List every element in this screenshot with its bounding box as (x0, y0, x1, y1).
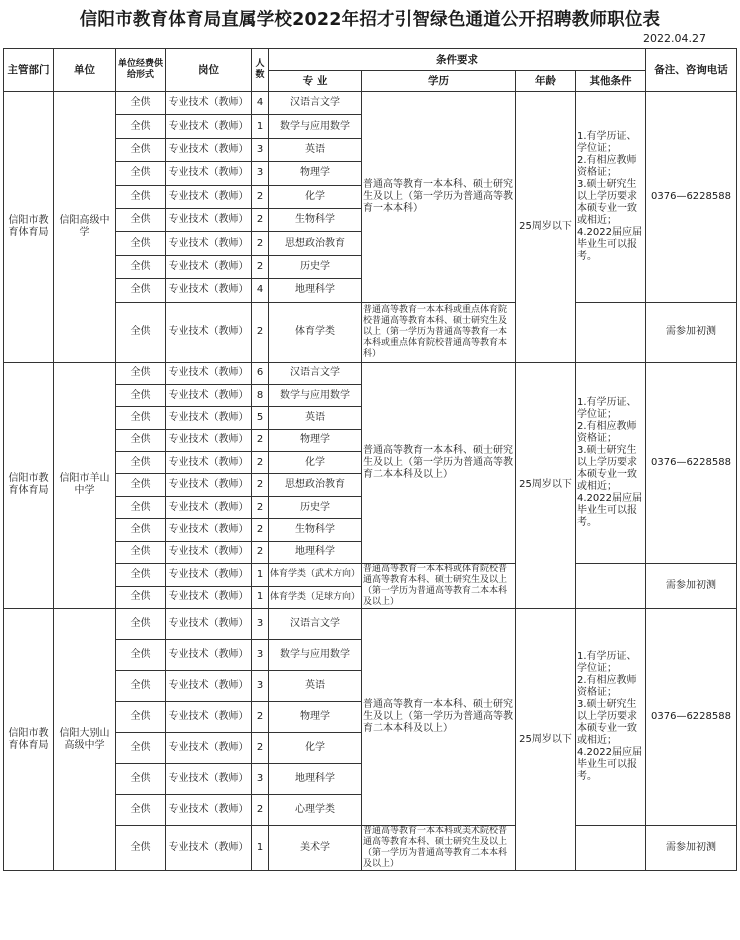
cell-age: 25周岁以下 (516, 92, 576, 363)
header-count: 人数 (252, 49, 269, 92)
cell-post: 专业技术（教师） (166, 407, 252, 429)
header-major: 专 业 (269, 71, 362, 92)
cell-other: 1.有学历证、学位证； 2.有相应教师资格证； 3.硕士研究生以上学历要求本硕专业一致或相近； 4.2022届应届毕业生可以报考。 (576, 92, 646, 303)
cell-funding: 全供 (116, 208, 166, 231)
cell-interview: 需参加初测 (646, 302, 737, 362)
cell-funding: 全供 (116, 92, 166, 115)
table-body (4, 92, 737, 871)
cell-major: 数学与应用数学 (269, 115, 362, 138)
cell-post: 专业技术（教师） (166, 452, 252, 474)
cell-post: 专业技术（教师） (166, 586, 252, 609)
cell-funding: 全供 (116, 362, 166, 384)
cell-phone: 0376—6228588 (646, 609, 737, 826)
cell-post: 专业技术（教师） (166, 609, 252, 640)
cell-count: 2 (252, 232, 269, 255)
cell-count: 2 (252, 541, 269, 563)
cell-funding: 全供 (116, 564, 166, 587)
cell-count: 1 (252, 586, 269, 609)
cell-post: 专业技术（教师） (166, 541, 252, 563)
cell-phone: 0376—6228588 (646, 92, 737, 303)
cell-funding: 全供 (116, 407, 166, 429)
header-post: 岗位 (166, 49, 252, 92)
cell-major: 化学 (269, 185, 362, 208)
cell-count: 3 (252, 671, 269, 702)
cell-count: 2 (252, 496, 269, 518)
cell-major: 数学与应用数学 (269, 384, 362, 406)
cell-phone: 0376—6228588 (646, 362, 737, 564)
cell-major: 化学 (269, 452, 362, 474)
cell-count: 2 (252, 185, 269, 208)
cell-education: 普通高等教育一本本科、硕士研究生及以上（第一学历为普通高等教育二本本科及以上） (362, 362, 516, 564)
table-row (4, 92, 737, 115)
header-unit: 单位 (54, 49, 116, 92)
cell-count: 3 (252, 764, 269, 795)
cell-major: 思想政治教育 (269, 232, 362, 255)
table-row (4, 609, 737, 640)
cell-count: 1 (252, 826, 269, 871)
header-row-1 (4, 49, 737, 71)
cell-other-blank (576, 302, 646, 362)
cell-count: 2 (252, 255, 269, 278)
cell-major: 心理学类 (269, 795, 362, 826)
recruitment-table (3, 48, 737, 871)
cell-dept: 信阳市教育体育局 (4, 609, 54, 871)
cell-funding: 全供 (116, 185, 166, 208)
cell-funding: 全供 (116, 429, 166, 451)
cell-funding: 全供 (116, 302, 166, 362)
cell-count: 3 (252, 609, 269, 640)
cell-major: 英语 (269, 671, 362, 702)
cell-major: 英语 (269, 138, 362, 161)
cell-funding: 全供 (116, 115, 166, 138)
cell-count: 5 (252, 407, 269, 429)
cell-post: 专业技术（教师） (166, 826, 252, 871)
cell-funding: 全供 (116, 519, 166, 541)
cell-post: 专业技术（教师） (166, 92, 252, 115)
table-row (4, 362, 737, 384)
cell-count: 2 (252, 795, 269, 826)
cell-post: 专业技术（教师） (166, 496, 252, 518)
cell-post: 专业技术（教师） (166, 671, 252, 702)
cell-count: 2 (252, 733, 269, 764)
cell-major: 物理学 (269, 702, 362, 733)
header-other: 其他条件 (576, 71, 646, 92)
cell-post: 专业技术（教师） (166, 362, 252, 384)
cell-major: 汉语言文学 (269, 609, 362, 640)
cell-major: 地理科学 (269, 764, 362, 795)
header-age: 年龄 (516, 71, 576, 92)
header-dept: 主管部门 (4, 49, 54, 92)
cell-funding: 全供 (116, 733, 166, 764)
cell-post: 专业技术（教师） (166, 764, 252, 795)
cell-major: 体育学类 (269, 302, 362, 362)
cell-post: 专业技术（教师） (166, 474, 252, 496)
cell-education-special: 普通高等教育一本本科或美术院校普通高等教育本科、硕士研究生及以上（第一学历为普通高等教育二本本科及以上） (362, 826, 516, 871)
cell-count: 4 (252, 92, 269, 115)
cell-major: 体育学类（足球方向） (269, 586, 362, 609)
cell-funding: 全供 (116, 496, 166, 518)
cell-funding: 全供 (116, 255, 166, 278)
cell-funding: 全供 (116, 138, 166, 161)
cell-other-blank (576, 826, 646, 871)
cell-post: 专业技术（教师） (166, 795, 252, 826)
cell-post: 专业技术（教师） (166, 702, 252, 733)
cell-funding: 全供 (116, 764, 166, 795)
cell-major: 生物科学 (269, 519, 362, 541)
cell-post: 专业技术（教师） (166, 733, 252, 764)
cell-education: 普通高等教育一本本科、硕士研究生及以上（第一学历为普通高等教育一本本科） (362, 92, 516, 303)
cell-post: 专业技术（教师） (166, 255, 252, 278)
cell-funding: 全供 (116, 541, 166, 563)
cell-dept: 信阳市教育体育局 (4, 362, 54, 609)
cell-unit: 信阳高级中学 (54, 92, 116, 363)
cell-post: 专业技术（教师） (166, 279, 252, 302)
page-title: 信阳市教育体育局直属学校2022年招才引智绿色通道公开招聘教师职位表 (79, 10, 661, 30)
cell-major: 物理学 (269, 162, 362, 185)
cell-post: 专业技术（教师） (166, 302, 252, 362)
cell-unit: 信阳大别山高级中学 (54, 609, 116, 871)
cell-count: 2 (252, 429, 269, 451)
cell-count: 2 (252, 519, 269, 541)
cell-count: 2 (252, 474, 269, 496)
publish-date: 2022.04.27 (643, 32, 706, 45)
cell-funding: 全供 (116, 702, 166, 733)
cell-funding: 全供 (116, 826, 166, 871)
cell-age: 25周岁以下 (516, 362, 576, 609)
header-remark: 备注、咨询电话 (646, 49, 737, 92)
cell-funding: 全供 (116, 232, 166, 255)
cell-education: 普通高等教育一本本科、硕士研究生及以上（第一学历为普通高等教育二本本科及以上） (362, 609, 516, 826)
cell-funding: 全供 (116, 640, 166, 671)
cell-major: 思想政治教育 (269, 474, 362, 496)
cell-funding: 全供 (116, 162, 166, 185)
cell-post: 专业技术（教师） (166, 564, 252, 587)
cell-education-special: 普通高等教育一本本科或重点体育院校普通高等教育本科、硕士研究生及以上（第一学历为普通高等教育一本本科或重点体育院校普通高等教育本科） (362, 302, 516, 362)
cell-post: 专业技术（教师） (166, 162, 252, 185)
cell-major: 汉语言文学 (269, 92, 362, 115)
cell-count: 2 (252, 302, 269, 362)
cell-post: 专业技术（教师） (166, 384, 252, 406)
cell-interview: 需参加初测 (646, 826, 737, 871)
cell-post: 专业技术（教师） (166, 519, 252, 541)
cell-major: 物理学 (269, 429, 362, 451)
cell-dept: 信阳市教育体育局 (4, 92, 54, 363)
cell-post: 专业技术（教师） (166, 185, 252, 208)
header-education: 学历 (362, 71, 516, 92)
cell-count: 3 (252, 162, 269, 185)
cell-post: 专业技术（教师） (166, 138, 252, 161)
cell-count: 4 (252, 279, 269, 302)
header-funding: 单位经费供给形式 (116, 49, 166, 92)
cell-funding: 全供 (116, 671, 166, 702)
cell-major: 体育学类（武术方向） (269, 564, 362, 587)
cell-unit: 信阳市羊山中学 (54, 362, 116, 609)
cell-major: 英语 (269, 407, 362, 429)
cell-age: 25周岁以下 (516, 609, 576, 871)
cell-major: 数学与应用数学 (269, 640, 362, 671)
cell-major: 生物科学 (269, 208, 362, 231)
cell-post: 专业技术（教师） (166, 115, 252, 138)
cell-funding: 全供 (116, 586, 166, 609)
cell-major: 地理科学 (269, 279, 362, 302)
cell-interview: 需参加初测 (646, 564, 737, 609)
cell-other: 1.有学历证、学位证； 2.有相应教师资格证； 3.硕士研究生以上学历要求本硕专业一致或相近； 4.2022届应届毕业生可以报考。 (576, 362, 646, 564)
cell-funding: 全供 (116, 279, 166, 302)
cell-count: 2 (252, 208, 269, 231)
cell-major: 历史学 (269, 255, 362, 278)
cell-funding: 全供 (116, 609, 166, 640)
cell-major: 地理科学 (269, 541, 362, 563)
cell-count: 3 (252, 640, 269, 671)
cell-count: 6 (252, 362, 269, 384)
cell-count: 1 (252, 564, 269, 587)
cell-post: 专业技术（教师） (166, 640, 252, 671)
cell-count: 2 (252, 702, 269, 733)
cell-count: 3 (252, 138, 269, 161)
cell-other: 1.有学历证、学位证； 2.有相应教师资格证； 3.硕士研究生以上学历要求本硕专业一致或相近； 4.2022届应届毕业生可以报考。 (576, 609, 646, 826)
cell-count: 8 (252, 384, 269, 406)
cell-funding: 全供 (116, 474, 166, 496)
cell-major: 历史学 (269, 496, 362, 518)
cell-post: 专业技术（教师） (166, 232, 252, 255)
cell-post: 专业技术（教师） (166, 208, 252, 231)
cell-other-blank (576, 564, 646, 609)
cell-major: 美术学 (269, 826, 362, 871)
cell-funding: 全供 (116, 384, 166, 406)
cell-post: 专业技术（教师） (166, 429, 252, 451)
cell-funding: 全供 (116, 795, 166, 826)
cell-funding: 全供 (116, 452, 166, 474)
header-conditions: 条件要求 (269, 49, 646, 71)
cell-education-special: 普通高等教育一本本科或体育院校普通高等教育本科、硕士研究生及以上（第一学历为普通高等教育二本本科及以上） (362, 564, 516, 609)
cell-major: 汉语言文学 (269, 362, 362, 384)
cell-count: 1 (252, 115, 269, 138)
cell-count: 2 (252, 452, 269, 474)
cell-major: 化学 (269, 733, 362, 764)
